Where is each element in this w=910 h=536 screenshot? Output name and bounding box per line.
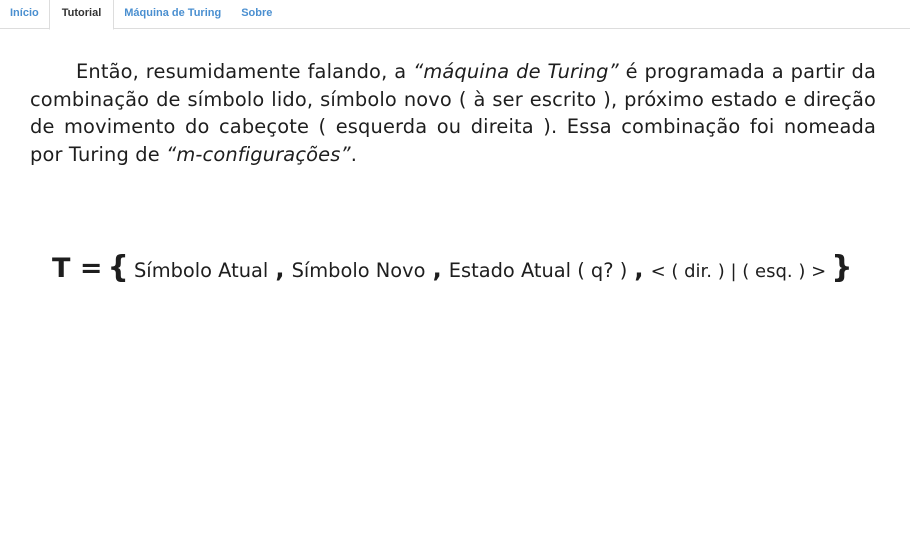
formula-lhs: T = [52,253,103,284]
paragraph-text-2: é programada a partir da combinação de símbolo lido, símbolo novo ( à ser escrito ), próximo estado e direção de movimento do cabeçote ( esquerda ou direita ). Essa combinação foi nomeada por Turing de [30,60,876,166]
paragraph-text-1: Então, resumidamente falando, a [76,60,414,83]
top-navbar [0,0,910,29]
paragraph-text-3: . [350,142,358,166]
formula-simbolo-novo: Símbolo Novo [291,259,426,282]
formula-open-brace: { [107,250,129,285]
paragraph-emphasis-m-configuracoes: “m-configurações” [166,142,351,166]
tab-sobre[interactable]: Sobre [241,7,273,19]
m-configuration-formula [52,250,872,285]
paragraph-emphasis-maquina: “máquina de Turing” [413,60,619,83]
formula-simbolo-atual: Símbolo Atual [134,259,269,282]
formula-direcao: < ( dir. ) | ( esq. ) > [650,261,827,282]
formula-close-brace: } [831,250,853,285]
tutorial-content [30,58,876,168]
tab-maquina-de-turing[interactable]: Máquina de Turing [124,7,222,19]
formula-comma: , [275,255,285,283]
formula-estado-atual: Estado Atual ( q? ) [448,259,628,282]
tab-tutorial[interactable]: Tutorial [49,0,115,30]
nav-tabs [0,0,910,29]
formula-comma: , [432,255,442,283]
formula-comma: , [634,255,644,283]
tutorial-paragraph [30,58,876,168]
tab-inicio[interactable]: Início [10,7,39,19]
